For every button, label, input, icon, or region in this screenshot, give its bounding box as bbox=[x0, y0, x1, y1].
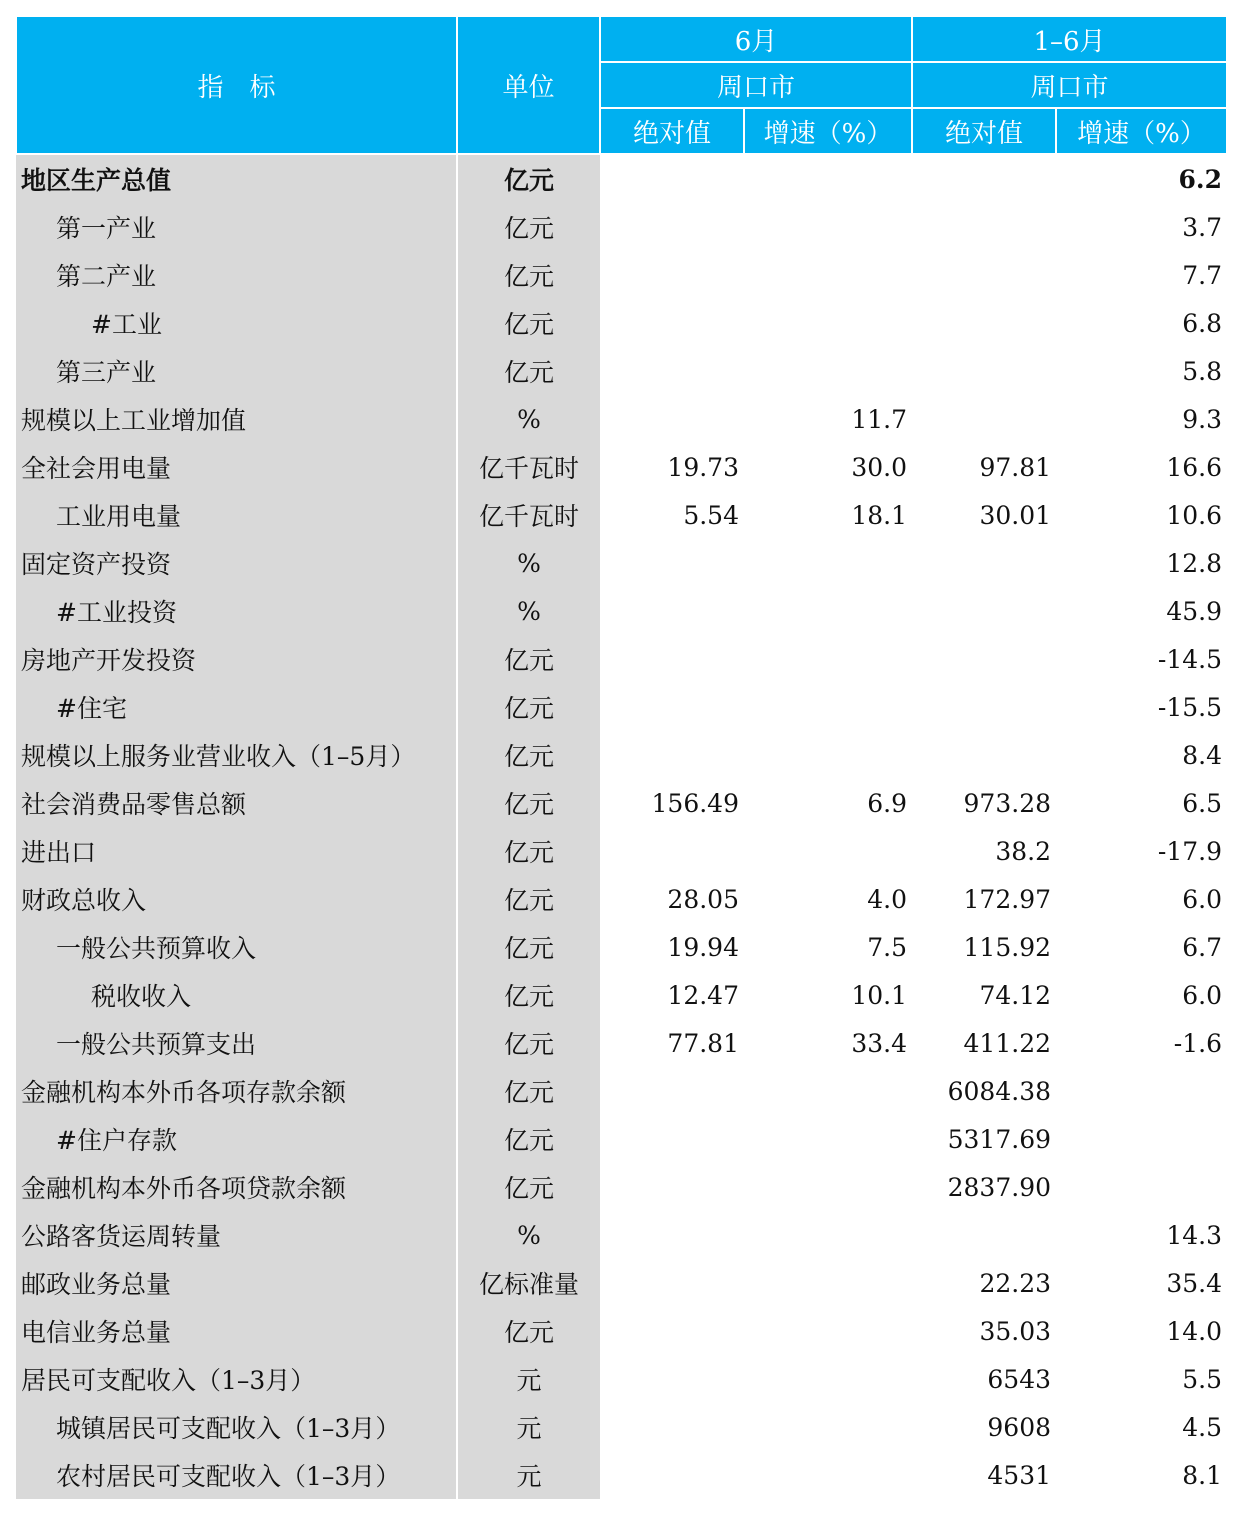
june-absolute-value bbox=[600, 1307, 744, 1355]
june-growth-rate bbox=[744, 1451, 912, 1499]
cumulative-absolute-value bbox=[912, 731, 1056, 779]
indicator-name: 一般公共预算支出 bbox=[16, 1019, 457, 1067]
unit-cell: 亿元 bbox=[457, 827, 600, 875]
unit-cell: % bbox=[457, 539, 600, 587]
indicator-name: 第三产业 bbox=[16, 347, 457, 395]
table-row bbox=[16, 1403, 1227, 1451]
june-growth-rate bbox=[744, 731, 912, 779]
table-row bbox=[16, 1211, 1227, 1259]
table-row bbox=[16, 395, 1227, 443]
table-row bbox=[16, 779, 1227, 827]
june-growth-rate bbox=[744, 827, 912, 875]
cumulative-absolute-value: 411.22 bbox=[963, 1028, 1052, 1058]
cumulative-absolute-value: 2837.90 bbox=[947, 1172, 1052, 1202]
statistics-table bbox=[15, 15, 1228, 1499]
june-growth-rate bbox=[744, 347, 912, 395]
june-absolute-value bbox=[600, 1355, 744, 1403]
table-header bbox=[16, 16, 1227, 154]
june-growth-rate bbox=[744, 154, 912, 203]
indicator-name: 一般公共预算收入 bbox=[16, 923, 457, 971]
table-row bbox=[16, 299, 1227, 347]
june-absolute-value: 77.81 bbox=[667, 1028, 739, 1058]
table-row bbox=[16, 827, 1227, 875]
june-absolute-value bbox=[600, 1067, 744, 1115]
indicator-name: 社会消费品零售总额 bbox=[16, 779, 457, 827]
june-growth-rate bbox=[744, 683, 912, 731]
cumulative-absolute-value bbox=[912, 635, 1056, 683]
june-growth-rate bbox=[744, 635, 912, 683]
table-row bbox=[16, 251, 1227, 299]
header-absolute-jan-june: 绝对值 bbox=[912, 108, 1056, 154]
june-absolute-value bbox=[600, 154, 744, 203]
table-row bbox=[16, 1355, 1227, 1403]
cumulative-absolute-value bbox=[912, 347, 1056, 395]
cumulative-growth-rate: 16.6 bbox=[1166, 452, 1223, 482]
cumulative-growth-rate: 35.4 bbox=[1166, 1268, 1223, 1298]
unit-cell: 亿元 bbox=[457, 923, 600, 971]
indicator-name: 居民可支配收入（1–3月） bbox=[16, 1355, 457, 1403]
unit-cell: 亿元 bbox=[457, 251, 600, 299]
cumulative-absolute-value bbox=[912, 587, 1056, 635]
indicator-name: 城镇居民可支配收入（1–3月） bbox=[16, 1403, 457, 1451]
unit-cell: 亿元 bbox=[457, 1115, 600, 1163]
june-absolute-value bbox=[600, 827, 744, 875]
unit-cell: 亿元 bbox=[457, 1307, 600, 1355]
cumulative-absolute-value: 74.12 bbox=[979, 980, 1052, 1010]
unit-cell: % bbox=[457, 587, 600, 635]
cumulative-growth-rate: 3.7 bbox=[1182, 212, 1223, 242]
june-growth-rate: 33.4 bbox=[851, 1028, 908, 1058]
cumulative-absolute-value bbox=[912, 154, 1056, 203]
cumulative-growth-rate bbox=[1056, 1067, 1227, 1115]
cumulative-growth-rate: 9.3 bbox=[1182, 404, 1223, 434]
june-absolute-value bbox=[600, 1211, 744, 1259]
cumulative-growth-rate bbox=[1056, 1163, 1227, 1211]
june-absolute-value: 5.54 bbox=[683, 500, 739, 530]
cumulative-growth-rate bbox=[1056, 1115, 1227, 1163]
cumulative-absolute-value bbox=[912, 203, 1056, 251]
june-absolute-value: 28.05 bbox=[667, 884, 739, 914]
unit-cell: 亿元 bbox=[457, 971, 600, 1019]
june-absolute-value bbox=[600, 587, 744, 635]
table-row bbox=[16, 443, 1227, 491]
table-row bbox=[16, 1019, 1227, 1067]
cumulative-absolute-value bbox=[912, 683, 1056, 731]
june-growth-rate bbox=[744, 1355, 912, 1403]
table-row bbox=[16, 731, 1227, 779]
unit-cell: 亿标准量 bbox=[457, 1259, 600, 1307]
june-growth-rate bbox=[744, 1067, 912, 1115]
cumulative-growth-rate: 6.7 bbox=[1182, 932, 1223, 962]
june-absolute-value bbox=[600, 1163, 744, 1211]
cumulative-absolute-value: 22.23 bbox=[979, 1268, 1052, 1298]
june-absolute-value bbox=[600, 1403, 744, 1451]
cumulative-growth-rate: 8.1 bbox=[1182, 1460, 1223, 1490]
unit-cell: 元 bbox=[457, 1403, 600, 1451]
table-row bbox=[16, 1307, 1227, 1355]
cumulative-growth-rate: -17.9 bbox=[1157, 836, 1223, 866]
indicator-name: 金融机构本外币各项贷款余额 bbox=[16, 1163, 457, 1211]
indicator-name: 金融机构本外币各项存款余额 bbox=[16, 1067, 457, 1115]
june-growth-rate bbox=[744, 203, 912, 251]
cumulative-absolute-value: 4531 bbox=[987, 1460, 1052, 1490]
indicator-name: 税收收入 bbox=[16, 971, 457, 1019]
june-absolute-value bbox=[600, 203, 744, 251]
table-row bbox=[16, 491, 1227, 539]
cumulative-absolute-value: 6543 bbox=[987, 1364, 1052, 1394]
june-absolute-value bbox=[600, 1115, 744, 1163]
unit-cell: % bbox=[457, 1211, 600, 1259]
cumulative-growth-rate: 6.0 bbox=[1182, 980, 1223, 1010]
june-absolute-value bbox=[600, 347, 744, 395]
unit-cell: % bbox=[457, 395, 600, 443]
cumulative-growth-rate: 5.5 bbox=[1182, 1364, 1223, 1394]
june-absolute-value: 12.47 bbox=[667, 980, 739, 1010]
header-period-june: 6月 bbox=[600, 16, 912, 62]
june-growth-rate: 7.5 bbox=[867, 932, 908, 962]
indicator-name: #工业投资 bbox=[16, 587, 457, 635]
cumulative-growth-rate: 8.4 bbox=[1182, 740, 1223, 770]
unit-cell: 亿元 bbox=[457, 154, 600, 203]
cumulative-growth-rate: 6.8 bbox=[1182, 308, 1223, 338]
indicator-name: 房地产开发投资 bbox=[16, 635, 457, 683]
cumulative-absolute-value: 5317.69 bbox=[947, 1124, 1052, 1154]
table-row bbox=[16, 539, 1227, 587]
table-body bbox=[16, 154, 1227, 1499]
june-growth-rate: 18.1 bbox=[851, 500, 908, 530]
unit-cell: 亿元 bbox=[457, 779, 600, 827]
table-row bbox=[16, 971, 1227, 1019]
cumulative-absolute-value bbox=[912, 251, 1056, 299]
june-growth-rate bbox=[744, 1163, 912, 1211]
june-absolute-value bbox=[600, 731, 744, 779]
june-growth-rate bbox=[744, 539, 912, 587]
header-growth-jan-june: 增速（%） bbox=[1056, 108, 1227, 154]
cumulative-absolute-value: 172.97 bbox=[963, 884, 1052, 914]
june-growth-rate bbox=[744, 1403, 912, 1451]
cumulative-growth-rate: 4.5 bbox=[1182, 1412, 1223, 1442]
unit-cell: 亿元 bbox=[457, 875, 600, 923]
unit-cell: 元 bbox=[457, 1355, 600, 1403]
indicator-name: 固定资产投资 bbox=[16, 539, 457, 587]
june-absolute-value bbox=[600, 395, 744, 443]
indicator-name: #住户存款 bbox=[16, 1115, 457, 1163]
indicator-name: 地区生产总值 bbox=[16, 154, 457, 203]
cumulative-absolute-value: 38.2 bbox=[995, 836, 1052, 866]
june-absolute-value bbox=[600, 635, 744, 683]
june-growth-rate: 30.0 bbox=[851, 452, 908, 482]
table-row bbox=[16, 635, 1227, 683]
unit-cell: 亿元 bbox=[457, 203, 600, 251]
june-absolute-value bbox=[600, 683, 744, 731]
cumulative-absolute-value bbox=[912, 539, 1056, 587]
indicator-name: 规模以上工业增加值 bbox=[16, 395, 457, 443]
june-absolute-value: 156.49 bbox=[651, 788, 739, 818]
table-row bbox=[16, 1259, 1227, 1307]
june-absolute-value: 19.73 bbox=[667, 452, 739, 482]
unit-cell: 亿元 bbox=[457, 1163, 600, 1211]
unit-cell: 亿元 bbox=[457, 347, 600, 395]
indicator-name: #住宅 bbox=[16, 683, 457, 731]
june-growth-rate: 4.0 bbox=[867, 884, 908, 914]
june-absolute-value: 19.94 bbox=[667, 932, 739, 962]
header-period-jan-june: 1–6月 bbox=[912, 16, 1227, 62]
table-row bbox=[16, 683, 1227, 731]
june-growth-rate: 6.9 bbox=[867, 788, 908, 818]
header-region-june: 周口市 bbox=[600, 62, 912, 108]
cumulative-absolute-value: 35.03 bbox=[979, 1316, 1052, 1346]
cumulative-absolute-value: 30.01 bbox=[979, 500, 1052, 530]
june-growth-rate bbox=[744, 1307, 912, 1355]
june-absolute-value bbox=[600, 1451, 744, 1499]
cumulative-absolute-value: 6084.38 bbox=[947, 1076, 1052, 1106]
table-row bbox=[16, 1115, 1227, 1163]
cumulative-growth-rate: 6.2 bbox=[1178, 164, 1223, 194]
indicator-name: 公路客货运周转量 bbox=[16, 1211, 457, 1259]
cumulative-absolute-value: 9608 bbox=[987, 1412, 1052, 1442]
header-absolute-june: 绝对值 bbox=[600, 108, 744, 154]
cumulative-absolute-value: 115.92 bbox=[963, 932, 1052, 962]
header-growth-june: 增速（%） bbox=[744, 108, 912, 154]
indicator-name: 工业用电量 bbox=[16, 491, 457, 539]
table-row bbox=[16, 347, 1227, 395]
cumulative-growth-rate: 12.8 bbox=[1166, 548, 1223, 578]
indicator-name: #工业 bbox=[16, 299, 457, 347]
cumulative-absolute-value: 973.28 bbox=[963, 788, 1052, 818]
june-growth-rate bbox=[744, 587, 912, 635]
june-growth-rate bbox=[744, 251, 912, 299]
indicator-name: 农村居民可支配收入（1–3月） bbox=[16, 1451, 457, 1499]
cumulative-growth-rate: 14.3 bbox=[1166, 1220, 1223, 1250]
cumulative-absolute-value: 97.81 bbox=[979, 452, 1052, 482]
indicator-name: 邮政业务总量 bbox=[16, 1259, 457, 1307]
indicator-name: 财政总收入 bbox=[16, 875, 457, 923]
table-row bbox=[16, 587, 1227, 635]
june-growth-rate bbox=[744, 299, 912, 347]
june-growth-rate: 10.1 bbox=[851, 980, 908, 1010]
indicator-name: 第二产业 bbox=[16, 251, 457, 299]
cumulative-growth-rate: 45.9 bbox=[1166, 596, 1223, 626]
unit-cell: 亿元 bbox=[457, 299, 600, 347]
unit-cell: 亿元 bbox=[457, 1019, 600, 1067]
june-absolute-value bbox=[600, 1259, 744, 1307]
header-unit: 单位 bbox=[457, 16, 600, 154]
cumulative-growth-rate: -15.5 bbox=[1157, 692, 1223, 722]
unit-cell: 元 bbox=[457, 1451, 600, 1499]
cumulative-growth-rate: 6.0 bbox=[1182, 884, 1223, 914]
unit-cell: 亿元 bbox=[457, 731, 600, 779]
indicator-name: 进出口 bbox=[16, 827, 457, 875]
table-row bbox=[16, 923, 1227, 971]
table-row bbox=[16, 203, 1227, 251]
indicator-name: 第一产业 bbox=[16, 203, 457, 251]
unit-cell: 亿千瓦时 bbox=[457, 491, 600, 539]
cumulative-absolute-value bbox=[912, 1211, 1056, 1259]
cumulative-growth-rate: 7.7 bbox=[1182, 260, 1223, 290]
header-region-jan-june: 周口市 bbox=[912, 62, 1227, 108]
june-growth-rate bbox=[744, 1211, 912, 1259]
indicator-name: 规模以上服务业营业收入（1–5月） bbox=[16, 731, 457, 779]
table-row bbox=[16, 1451, 1227, 1499]
cumulative-growth-rate: 6.5 bbox=[1182, 788, 1223, 818]
june-growth-rate bbox=[744, 1115, 912, 1163]
unit-cell: 亿千瓦时 bbox=[457, 443, 600, 491]
june-growth-rate bbox=[744, 1259, 912, 1307]
june-absolute-value bbox=[600, 539, 744, 587]
table-row bbox=[16, 1163, 1227, 1211]
cumulative-growth-rate: 10.6 bbox=[1166, 500, 1223, 530]
unit-cell: 亿元 bbox=[457, 1067, 600, 1115]
cumulative-growth-rate: 14.0 bbox=[1166, 1316, 1223, 1346]
june-growth-rate: 11.7 bbox=[851, 404, 908, 434]
cumulative-absolute-value bbox=[912, 395, 1056, 443]
indicator-name: 全社会用电量 bbox=[16, 443, 457, 491]
cumulative-growth-rate: -1.6 bbox=[1173, 1028, 1223, 1058]
indicator-name: 电信业务总量 bbox=[16, 1307, 457, 1355]
table-row bbox=[16, 875, 1227, 923]
cumulative-growth-rate: -14.5 bbox=[1157, 644, 1223, 674]
june-absolute-value bbox=[600, 251, 744, 299]
header-indicator: 指 标 bbox=[16, 16, 457, 154]
june-absolute-value bbox=[600, 299, 744, 347]
cumulative-growth-rate: 5.8 bbox=[1182, 356, 1223, 386]
table-row bbox=[16, 1067, 1227, 1115]
cumulative-absolute-value bbox=[912, 299, 1056, 347]
table-row bbox=[16, 154, 1227, 203]
unit-cell: 亿元 bbox=[457, 635, 600, 683]
unit-cell: 亿元 bbox=[457, 683, 600, 731]
